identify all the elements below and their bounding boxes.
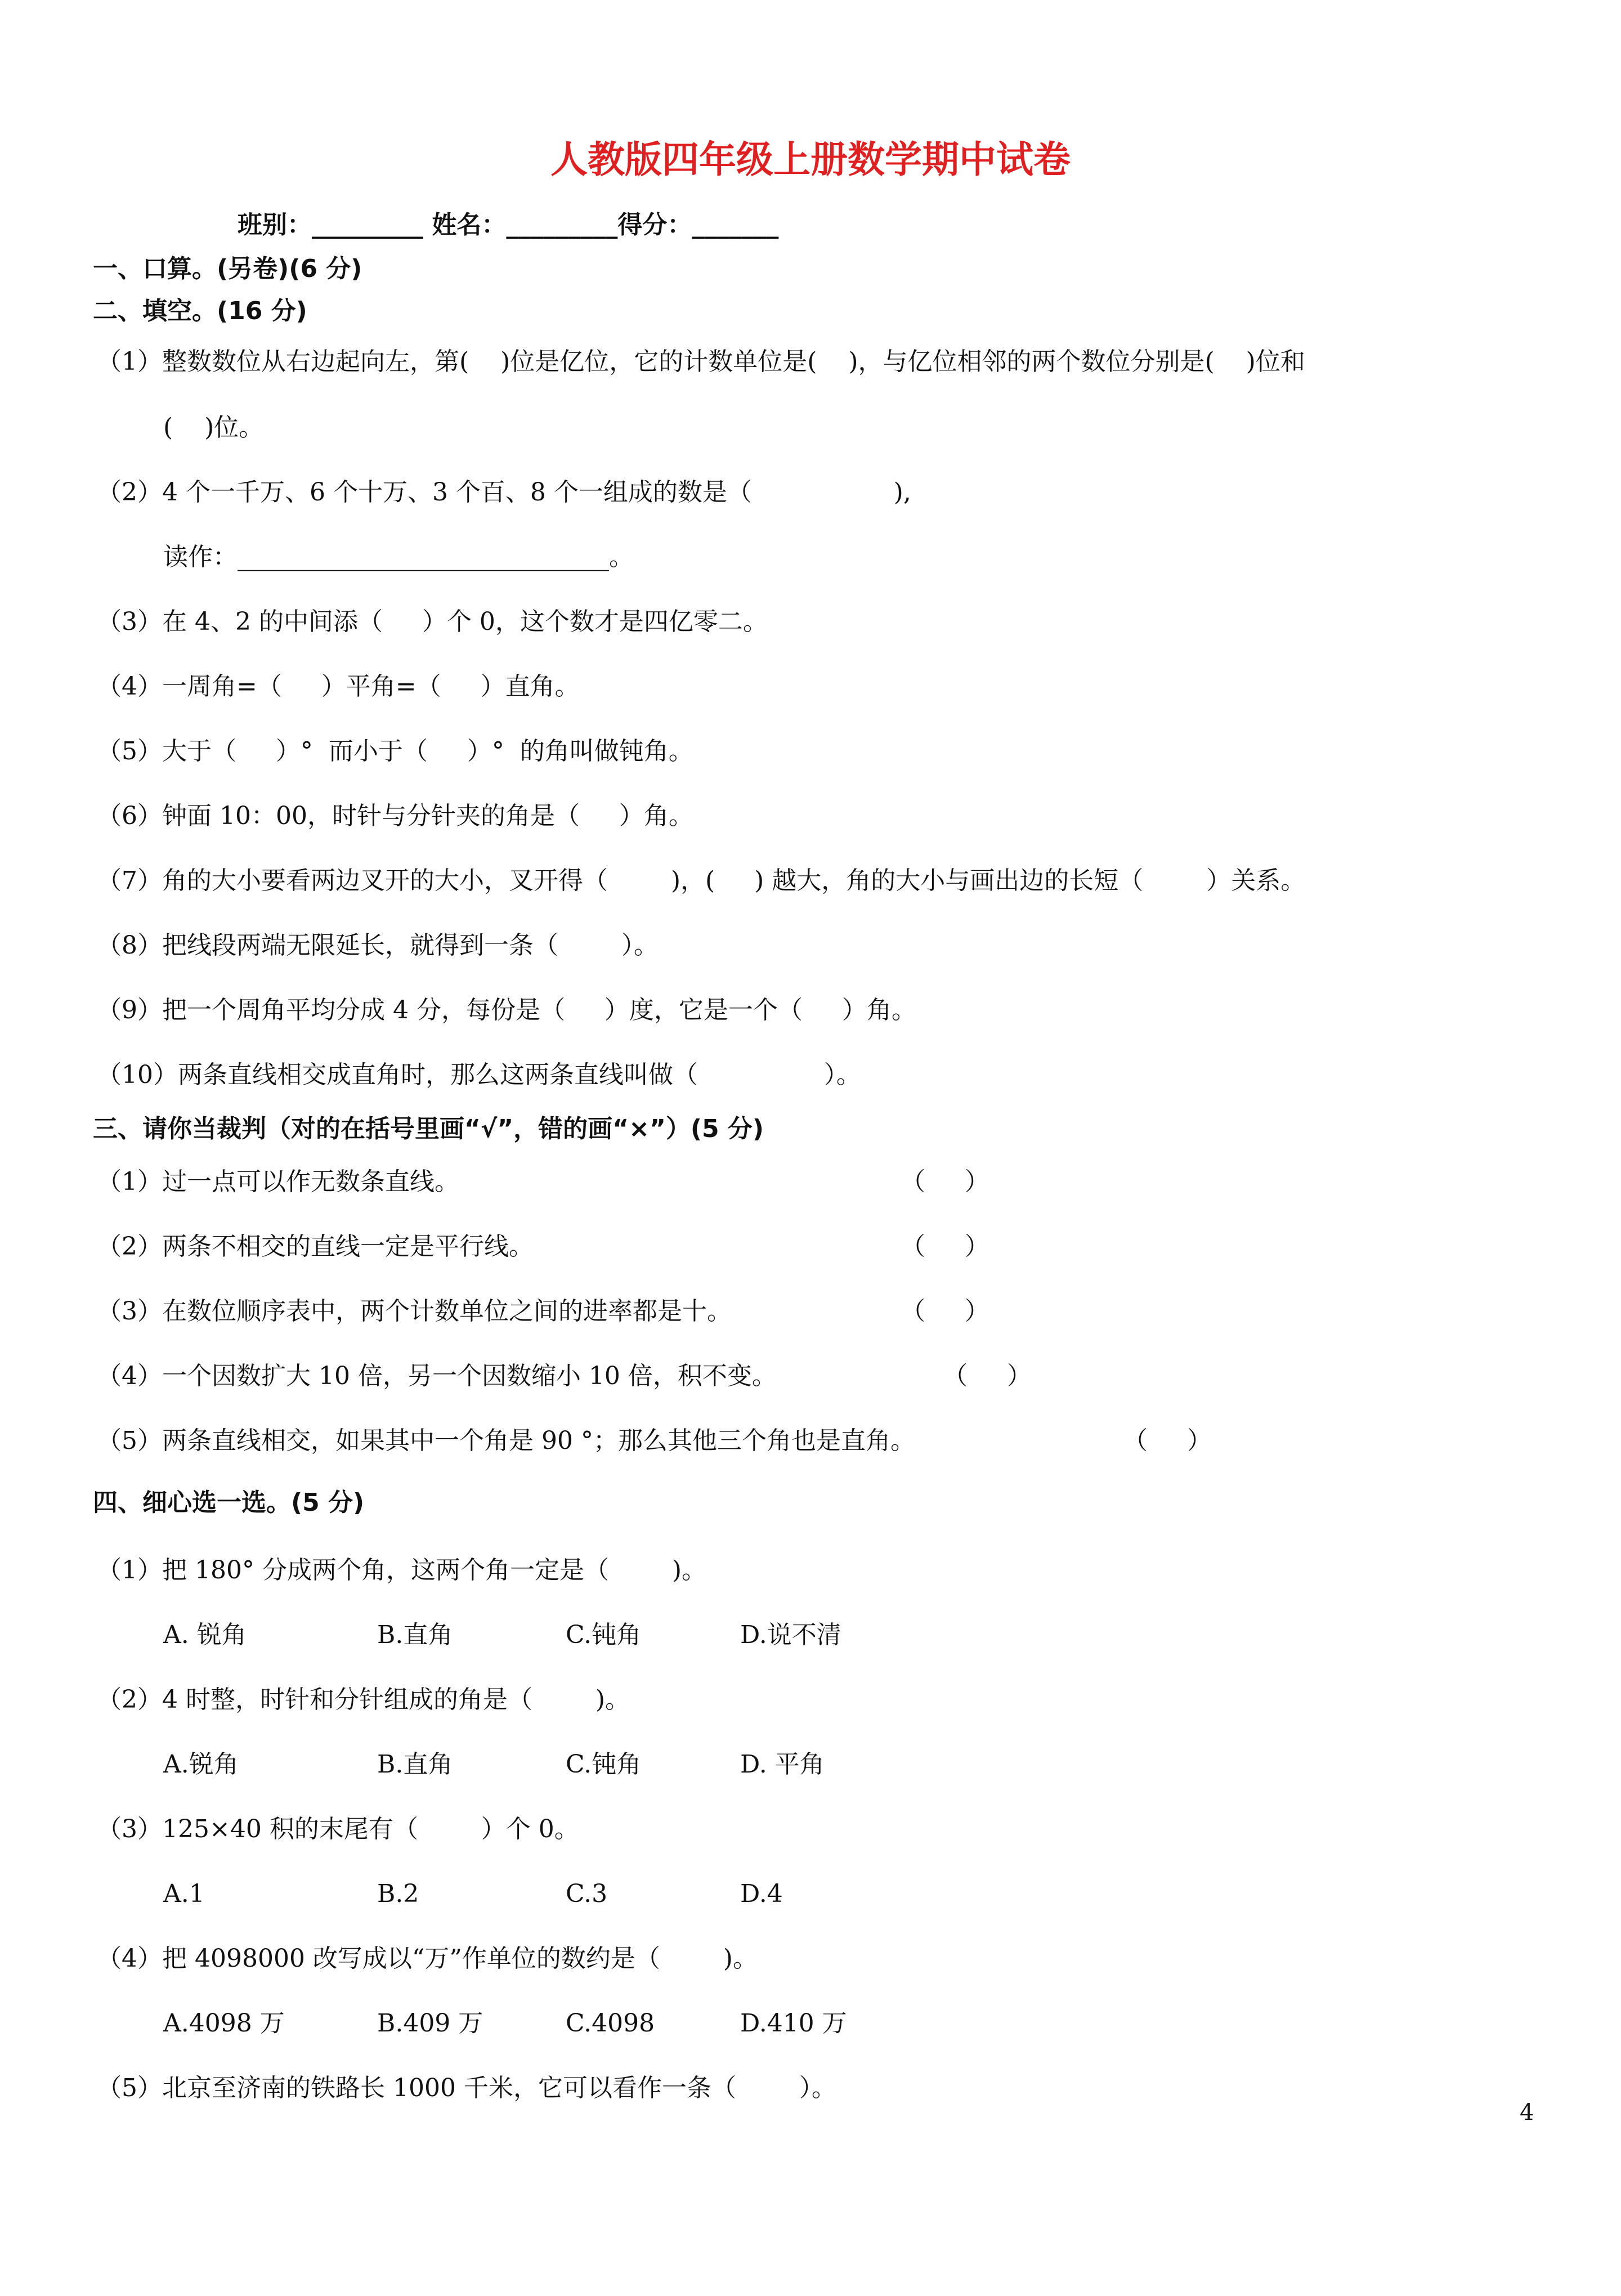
choice-q2-option-c: C.钝角 xyxy=(566,1750,642,1779)
judge-q1: （1）过一点可以作无数条直线。 xyxy=(97,1167,459,1196)
judge-q3: （3）在数位顺序表中，两个计数单位之间的进率都是十。 xyxy=(97,1297,732,1326)
choice-q1-option-c: C.钝角 xyxy=(566,1621,642,1649)
fill-q8: （8）把线段两端无限延长，就得到一条（ ）。 xyxy=(97,931,659,960)
choice-q2-option-d: D. 平角 xyxy=(740,1750,825,1779)
choice-q2: （2）4 时整，时针和分针组成的角是（ )。 xyxy=(97,1685,630,1714)
choice-q4-option-a: A.4098 万 xyxy=(163,2009,285,2038)
judge-q2-parens: （ ） xyxy=(901,1232,989,1261)
judge-q5: （5）两条直线相交，如果其中一个角是 90 °；那么其他三个角也是直角。 xyxy=(97,1426,915,1455)
choice-q1-option-b: B.直角 xyxy=(377,1621,453,1649)
choice-q4: （4）把 4098000 改写成以“万”作单位的数约是（ )。 xyxy=(97,1944,758,1973)
judge-q3-parens: （ ） xyxy=(901,1297,989,1326)
fill-q10: （10）两条直线相交成直角时，那么这两条直线叫做（ ）。 xyxy=(97,1060,861,1089)
page-title: 人教版四年级上册数学期中试卷 xyxy=(550,137,1071,181)
choice-q3-option-b: B.2 xyxy=(377,1879,419,1908)
judge-q2: （2）两条不相交的直线一定是平行线。 xyxy=(97,1232,534,1261)
choice-q1-option-a: A. 锐角 xyxy=(163,1621,247,1649)
fill-q3: （3）在 4、2 的中间添（ ）个 0，这个数才是四亿零二。 xyxy=(97,607,768,636)
choice-q1: （1）把 180° 分成两个角，这两个角一定是（ )。 xyxy=(97,1556,707,1585)
fill-q5: （5）大于（ ）° 而小于（ ）° 的角叫做钝角。 xyxy=(97,737,693,766)
choice-q2-option-b: B.直角 xyxy=(377,1750,453,1779)
choice-q3-option-c: C.3 xyxy=(566,1879,608,1908)
section-4-heading: 四、细心选一选。(5 分) xyxy=(93,1488,365,1517)
choice-q3-option-d: D.4 xyxy=(740,1879,783,1908)
choice-q3-option-a: A.1 xyxy=(163,1879,205,1908)
choice-q4-option-b: B.409 万 xyxy=(377,2009,483,2038)
choice-q1-option-d: D.说不清 xyxy=(740,1621,841,1649)
section-3-heading: 三、请你当裁判（对的在括号里画“√”，错的画“×”）(5 分) xyxy=(93,1115,764,1143)
judge-q1-parens: （ ） xyxy=(901,1167,989,1196)
judge-q4: （4）一个因数扩大 10 倍，另一个因数缩小 10 倍，积不变。 xyxy=(97,1362,777,1390)
choice-q2-option-a: A.锐角 xyxy=(163,1750,239,1779)
fill-q4: （4）一周角=（ ）平角=（ ）直角。 xyxy=(97,672,580,701)
judge-q5-parens: （ ） xyxy=(1123,1426,1212,1455)
section-2-heading: 二、填空。(16 分) xyxy=(93,297,307,325)
student-info-line: 班别：_________ 姓名：_________得分：_______ xyxy=(238,211,779,239)
choice-q4-option-d: D.410 万 xyxy=(740,2009,847,2038)
choice-q3: （3）125×40 积的末尾有（ ）个 0。 xyxy=(97,1815,579,1843)
choice-q4-option-c: C.4098 xyxy=(566,2009,655,2038)
fill-q6: （6）钟面 10：00，时针与分针夹的角是（ ）角。 xyxy=(97,802,693,830)
fill-q1-line1: （1）整数数位从右边起向左，第( )位是亿位，它的计数单位是( )，与亿位相邻的两个数位分别是( )位和 xyxy=(97,347,1305,376)
choice-q5: （5）北京至济南的铁路长 1000 千米，它可以看作一条（ ）。 xyxy=(97,2074,836,2102)
fill-q2-line2: 读作：______________________________。 xyxy=(163,543,634,571)
fill-q9: （9）把一个周角平均分成 4 分，每份是（ ）度，它是一个（ ）角。 xyxy=(97,996,916,1024)
section-1-heading: 一、口算。(另卷)(6 分) xyxy=(93,254,362,283)
fill-q1-line2: ( )位。 xyxy=(163,413,264,442)
page-number: 4 xyxy=(1520,2100,1534,2125)
fill-q2-line1: （2）4 个一千万、6 个十万、3 个百、8 个一组成的数是（ ), xyxy=(97,478,911,507)
judge-q4-parens: （ ） xyxy=(943,1362,1032,1390)
fill-q7: （7）角的大小要看两边叉开的大小，叉开得（ )，( ) 越大，角的大小与画出边的长短（ ）关系。 xyxy=(97,866,1306,895)
